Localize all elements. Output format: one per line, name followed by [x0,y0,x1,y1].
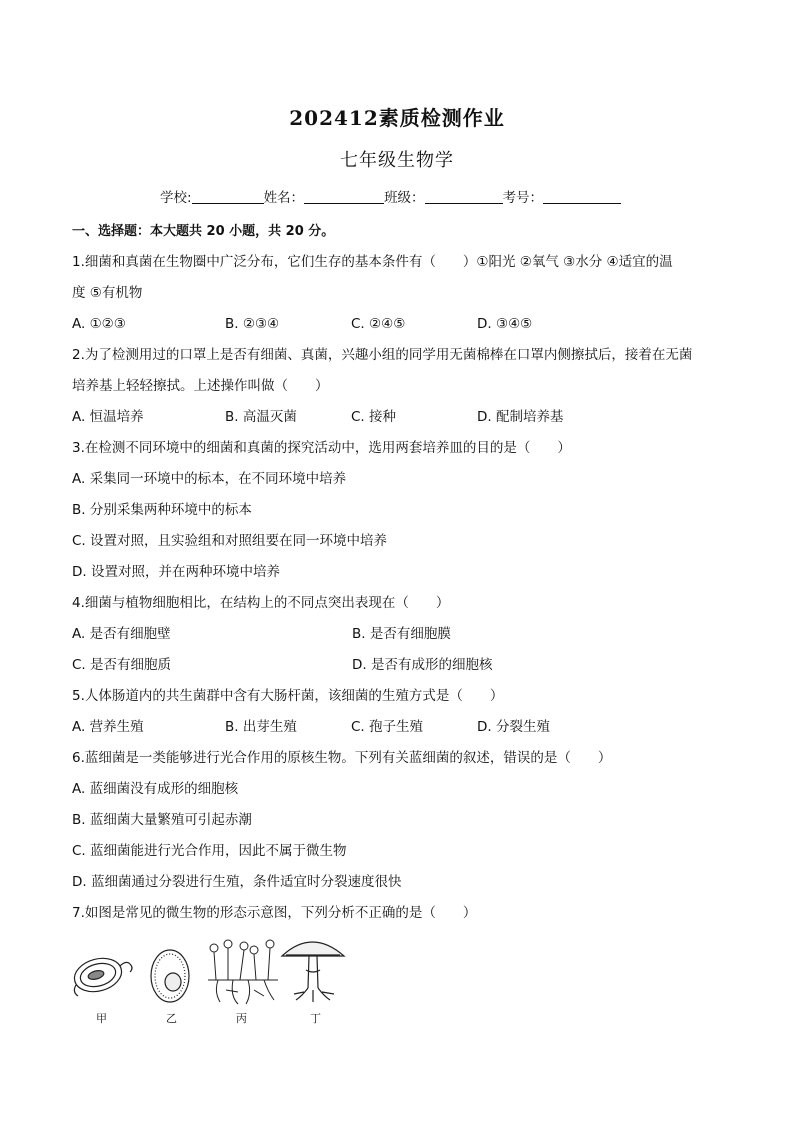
option-c[interactable]: C. 设置对照，且实验组和对照组要在同一环境中培养 [72,533,388,549]
mold-illustration [208,940,278,1004]
option-a[interactable]: A. 营养生殖 [72,719,144,735]
question-5-options [72,712,732,743]
question-1-line-1: 1.细菌和真菌在生物圈中广泛分布，它们生存的基本条件有（ ）①阳光 ②氧气 ③水分 ④适宜的温 [72,254,673,270]
page-subtitle: 七年级生物学 [340,150,454,171]
name-label: 姓名： [263,190,305,206]
option-b[interactable]: B. 出芽生殖 [225,719,297,735]
figure-caption-yi: 乙 [166,1012,177,1025]
option-a[interactable]: A. 是否有细胞壁 [72,626,171,642]
name-blank[interactable] [304,191,384,204]
question-2-line-2: 培养基上轻轻擦拭。上述操作叫做（ ） [72,378,329,394]
option-c[interactable]: C. 蓝细菌能进行光合作用，因此不属于微生物 [72,843,347,859]
question-2-options [72,402,732,433]
yeast-illustration [151,950,189,1002]
question-7-line-1: 7.如图是常见的微生物的形态示意图，下列分析不正确的是（ ） [72,905,477,921]
option-b[interactable]: B. 是否有细胞膜 [352,626,451,642]
question-1-line-2: 度 ⑤有机物 [72,285,143,301]
option-a[interactable]: A. 采集同一环境中的标本，在不同环境中培养 [72,471,347,487]
school-blank[interactable] [192,191,264,204]
class-label: 班级： [384,190,425,206]
option-c[interactable]: C. 接种 [351,409,397,425]
option-d[interactable]: D. 设置对照，并在两种环境中培养 [72,564,280,580]
option-a[interactable]: A. 恒温培养 [72,409,144,425]
microorganism-illustrations [68,930,368,1010]
page-title: 202412素质检测作业 [289,106,505,130]
option-b[interactable]: B. 高温灭菌 [225,409,297,425]
question-5-line-1: 5.人体肠道内的共生菌群中含有大肠杆菌，该细菌的生殖方式是（ ） [72,688,504,704]
figure-caption-bing: 丙 [236,1012,247,1025]
student-info-line [160,186,621,206]
question-4-options-row-1 [72,619,732,650]
option-b[interactable]: B. 分别采集两种环境中的标本 [72,502,252,518]
question-1-options [72,309,732,340]
question-content [72,216,732,929]
option-d[interactable]: D. 是否有成形的细胞核 [352,657,493,673]
number-label: 考号： [502,190,544,206]
figure-caption-ding: 丁 [310,1012,321,1025]
figure-caption-jia: 甲 [96,1012,107,1025]
bacterium-illustration [71,953,132,996]
school-label: 学校: [160,190,192,206]
option-c[interactable]: C. 孢子生殖 [351,719,424,735]
question-6-line-1: 6.蓝细菌是一类能够进行光合作用的原核生物。下列有关蓝细菌的叙述，错误的是（ ） [72,750,612,766]
option-a[interactable]: A. ①②③ [72,316,126,332]
option-d[interactable]: D. 配制培养基 [477,409,564,425]
class-blank[interactable] [425,191,503,204]
question-3-line-1: 3.在检测不同环境中的细菌和真菌的探究活动中，选用两套培养皿的目的是（ ） [72,440,571,456]
mushroom-illustration [282,942,344,1002]
option-c[interactable]: C. ②④⑤ [351,316,406,332]
option-d[interactable]: D. ③④⑤ [477,316,533,332]
option-d[interactable]: D. 蓝细菌通过分裂进行生殖，条件适宜时分裂速度很快 [72,874,402,890]
option-b[interactable]: B. 蓝细菌大量繁殖可引起赤潮 [72,812,252,828]
option-c[interactable]: C. 是否有细胞质 [72,657,172,673]
option-d[interactable]: D. 分裂生殖 [477,719,550,735]
question-4-options-row-2 [72,650,732,681]
question-2-line-1: 2.为了检测用过的口罩上是否有细菌、真菌，兴趣小组的同学用无菌棉棒在口罩内侧擦拭后，接着在无菌 [72,347,693,363]
option-b[interactable]: B. ②③④ [225,316,280,332]
option-a[interactable]: A. 蓝细菌没有成形的细胞核 [72,781,239,797]
question-4-line-1: 4.细菌与植物细胞相比，在结构上的不同点突出表现在（ ） [72,595,450,611]
number-blank[interactable] [543,191,621,204]
microorganism-figure [68,930,368,1030]
section-heading: 一、选择题：本大题共 20 小题，共 20 分。 [72,224,335,239]
